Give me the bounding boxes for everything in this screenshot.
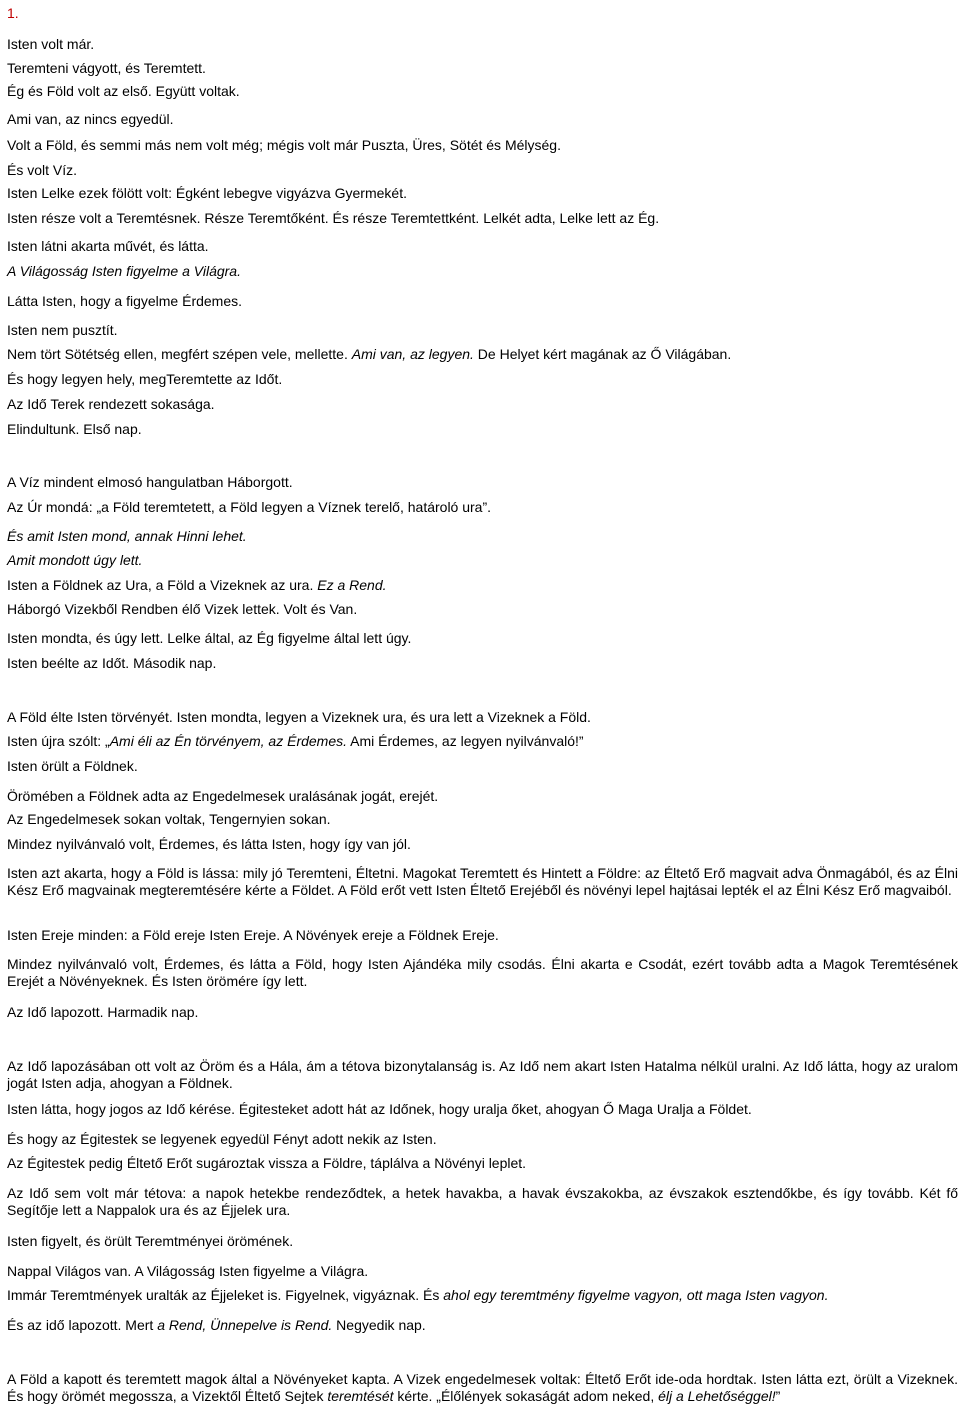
italic-text-span: Ami éli az Én törvényem, az Érdemes.: [109, 733, 348, 749]
italic-text-span: a Rend, Ünnepelve is Rend.: [157, 1317, 333, 1333]
text-paragraph: [7, 1185, 958, 1219]
text-span: Az Idő sem volt már tétova: a napok hetekbe rendeződtek, a hetek havakba, a havak évszakokba, az évszakok esztendőkbe, és így tovább. Két fő Segítője lett a Nappalok ura és az Éjjelek ura.: [7, 1185, 958, 1218]
text-span: Ég és Föld volt az első. Együtt voltak.: [7, 83, 240, 99]
text-span: És hogy az Égitestek se legyenek egyedül Fényt adott nekik az Isten.: [7, 1131, 437, 1147]
text-line: [7, 185, 407, 202]
text-span: Isten örült a Földnek.: [7, 758, 138, 774]
italic-text-span: Ami van, az legyen.: [351, 346, 474, 362]
text-span: Az Engedelmesek sokan voltak, Tengernyien sokan.: [7, 811, 331, 827]
italic-text-span: teremtését: [327, 1388, 394, 1404]
text-line: [7, 1233, 293, 1250]
text-span: Negyedik nap.: [332, 1317, 426, 1333]
text-line: [7, 788, 438, 805]
italic-text-span: ahol egy teremtmény figyelme vagyon, ott maga Isten vagyon.: [443, 1287, 829, 1303]
text-span: Isten azt akarta, hogy a Föld is lássa: mily jó Teremteni, Éltetni. Magokat Teremtett és Hintett a Földre: az Éltető Erő magvait adva Önmagából, és az Élni Kész Erő magvainak megteremtésére kérte a Földet. A Föld erőt vett Isten Éltető Erejéből és növényi lepel hajtásai lepték el az Élni Kész Erő magvaiból.: [7, 865, 958, 898]
text-span: Isten része volt a Teremtésnek. Része Teremtőként. És része Teremtettként. Lelkét adta, Lelke lett az Ég.: [7, 210, 660, 226]
text-line: [7, 210, 659, 227]
italic-text-span: élj a Lehetőséggel!: [658, 1388, 776, 1404]
text-span: Az Úr mondá: „a Föld teremtetett, a Föld legyen a Víznek terelő, határoló ura”.: [7, 499, 492, 515]
text-span: Ami van, az nincs egyedül.: [7, 111, 174, 127]
text-line: [7, 60, 206, 77]
text-line: [7, 421, 142, 438]
text-line: [7, 836, 411, 853]
text-line: [7, 371, 282, 388]
text-span: ”: [775, 1388, 781, 1404]
text-span: Ami Érdemes, az legyen nyilvánvaló!”: [347, 733, 584, 749]
text-line: [7, 293, 242, 310]
text-line: [7, 528, 247, 545]
text-span: De Helyet kért magának az Ő Világában.: [473, 346, 732, 362]
text-line: [7, 322, 118, 339]
italic-text-span: A Világosság Isten figyelme a Világra.: [7, 263, 241, 279]
text-span: Az Idő Terek rendezett sokasága.: [7, 396, 215, 412]
text-line: [7, 499, 491, 516]
text-line: [7, 655, 216, 672]
text-line: [7, 1131, 437, 1148]
text-span: Nem tört Sötétség ellen, megfért szépen vele, mellette.: [7, 346, 352, 362]
text-span: Isten figyelt, és örült Teremtményei örömének.: [7, 1233, 294, 1249]
text-span: Isten Lelke ezek fölött volt: Égként lebegve vigyázva Gyermekét.: [7, 185, 407, 201]
text-line: [7, 346, 731, 363]
text-span: A Föld élte Isten törvényét. Isten mondta, legyen a Vizeknek ura, és ura lett a Vizeknek a Föld.: [7, 709, 591, 725]
text-span: Mindez nyilvánvaló volt, Érdemes, és látta a Föld, hogy Isten Ajándéka mily csodás. Élni akarta e Csodát, ezért tovább adta a Magok Teremtésének Erejét a Növényeknek. És Isten örömére így lett.: [7, 956, 958, 989]
text-paragraph: [7, 1058, 958, 1092]
text-line: [7, 601, 357, 618]
text-line: [7, 1101, 752, 1118]
text-line: [7, 733, 584, 750]
text-span: Teremteni vágyott, és Teremtett.: [7, 60, 206, 76]
text-span: Isten nem pusztít.: [7, 322, 118, 338]
text-line: [7, 1317, 426, 1334]
text-span: Örömében a Földnek adta az Engedelmesek uralásának jogát, erejét.: [7, 788, 439, 804]
text-line: [7, 552, 142, 569]
text-paragraph: [7, 956, 958, 990]
text-line: [7, 263, 241, 280]
text-span: A Föld a kapott és teremtett magok által a Növényeket kapta. A Vizek engedelmesek voltak: Éltető Erőt ide-oda hordtak. Isten látta ezt, örült a Vizeknek. És hogy örömét megossza, a Vizektől Éltető Sejtek: [7, 1371, 958, 1404]
text-line: [7, 1287, 828, 1304]
text-span: És hogy legyen hely, megTeremtette az Időt.: [7, 371, 283, 387]
text-span: Isten a Földnek az Ura, a Föld a Vizeknek az ura.: [7, 577, 318, 593]
text-line: [7, 811, 331, 828]
text-span: Isten látta, hogy jogos az Idő kérése. Égitesteket adott hát az Időnek, hogy uralja őket, ahogyan Ő Maga Uralja a Földet.: [7, 1101, 752, 1117]
text-span: Mindez nyilvánvaló volt, Érdemes, és látta Isten, hogy így van jól.: [7, 836, 411, 852]
text-span: Volt a Föld, és semmi más nem volt még; mégis volt már Puszta, Üres, Sötét és Mélység.: [7, 137, 561, 153]
text-line: [7, 758, 138, 775]
text-span: Isten volt már.: [7, 36, 95, 52]
text-span: Isten Ereje minden: a Föld ereje Isten Ereje. A Növények ereje a Földnek Ereje.: [7, 927, 499, 943]
text-line: [7, 137, 561, 154]
text-line: [7, 396, 215, 413]
text-span: A Víz mindent elmosó hangulatban Háborgott.: [7, 474, 293, 490]
text-span: Az Idő lapozott. Harmadik nap.: [7, 1004, 199, 1020]
text-span: Nappal Világos van. A Világosság Isten figyelme a Világra.: [7, 1263, 369, 1279]
text-line: [7, 1263, 368, 1280]
text-span: kérte. „Élőlények sokaságát adom neked,: [393, 1388, 659, 1404]
text-span: És az idő lapozott. Mert: [7, 1317, 158, 1333]
text-span: Az Idő lapozásában ott volt az Öröm és a Hála, ám a tétova bizonytalanság is. Az Idő nem akart Isten Hatalma nélkül uralni. Az Idő látta, hogy az uralom jogát Isten adja, ahogyan a Földnek.: [7, 1058, 958, 1091]
text-span: Isten látni akarta művét, és látta.: [7, 238, 209, 254]
text-line: [7, 162, 77, 179]
text-paragraph: [7, 865, 958, 899]
text-line: [7, 709, 591, 726]
text-line: [7, 630, 411, 647]
italic-text-span: Amit mondott úgy lett.: [7, 552, 143, 568]
text-paragraph: [7, 1371, 958, 1405]
text-span: Az Égitestek pedig Éltető Erőt sugároztak vissza a Földre, táplálva a Növényi leplet.: [7, 1155, 527, 1171]
text-line: [7, 238, 209, 255]
text-span: Látta Isten, hogy a figyelme Érdemes.: [7, 293, 243, 309]
text-line: [7, 36, 94, 53]
text-span: Háborgó Vizekből Rendben élő Vizek lettek. Volt és Van.: [7, 601, 358, 617]
text-line: [7, 1155, 526, 1172]
text-span: Isten mondta, és úgy lett. Lelke által, az Ég figyelme által lett úgy.: [7, 630, 412, 646]
text-line: [7, 474, 293, 491]
text-span: Immár Teremtmények uralták az Éjjeleket is. Figyelnek, vigyáznak. És: [7, 1287, 444, 1303]
text-line: [7, 83, 240, 100]
text-span: Isten újra szólt: „: [7, 733, 110, 749]
text-span: Elindultunk. Első nap.: [7, 421, 142, 437]
page-number: 1.: [7, 5, 19, 21]
text-line: [7, 577, 387, 594]
italic-text-span: És amit Isten mond, annak Hinni lehet.: [7, 528, 247, 544]
text-line: [7, 111, 174, 128]
text-line: [7, 1004, 198, 1021]
text-span: Isten beélte az Időt. Második nap.: [7, 655, 217, 671]
italic-text-span: Ez a Rend.: [317, 577, 387, 593]
text-span: És volt Víz.: [7, 162, 78, 178]
text-line: [7, 927, 499, 944]
